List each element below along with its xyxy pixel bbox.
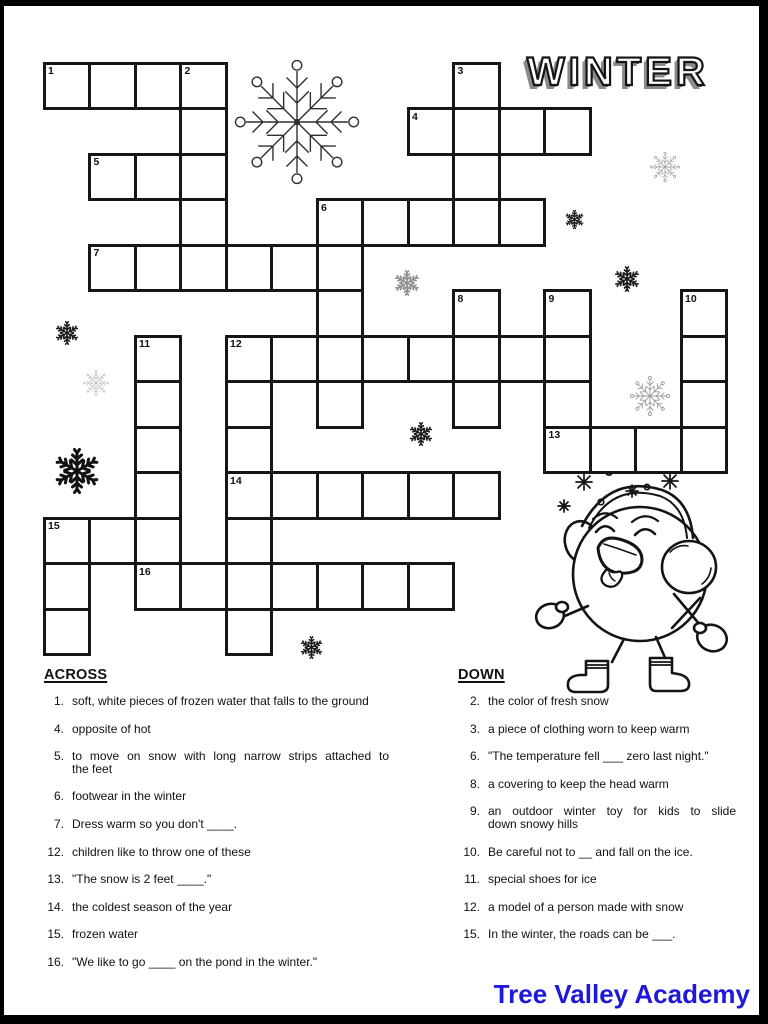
clue-text: soft, white pieces of frozen water that falls to the ground [72, 694, 369, 708]
clue-text: In the winter, the roads can be ___. [488, 927, 676, 942]
cell-number: 7 [93, 247, 100, 259]
down-heading: DOWN [458, 667, 505, 683]
clue-text: special shoes for ice [488, 872, 597, 887]
grid-cell[interactable] [270, 244, 319, 293]
clue-item [42, 695, 389, 708]
clue-number: 2. [469, 694, 480, 708]
clue-item [42, 956, 389, 969]
grid-cell[interactable] [134, 517, 183, 566]
clue-text: the color of fresh snow [488, 694, 609, 708]
grid-cell[interactable] [225, 517, 274, 566]
grid-cell[interactable] [452, 198, 501, 247]
grid-cell[interactable] [43, 562, 92, 611]
clue-item [456, 723, 736, 736]
clue-number: 7. [53, 816, 64, 831]
clue-text: Be careful not to __ and fall on the ice. [488, 844, 693, 859]
grid-cell[interactable] [361, 335, 410, 384]
clue-text: frozen water [72, 927, 139, 942]
grid-cell[interactable] [452, 153, 501, 202]
clue-text: children like to throw one of these [72, 844, 251, 859]
cell-number: 5 [93, 156, 100, 168]
cell-number: 11 [139, 338, 151, 350]
clue-text: an outdoor winter toy for kids to slide down snowy hills [488, 804, 736, 831]
clue-number: 6. [53, 789, 64, 804]
clue-text: to move on snow with long narrow strips attached to the feet [72, 749, 389, 776]
clue-text: a piece of clothing worn to keep warm [488, 721, 690, 736]
grid-cell[interactable] [361, 471, 410, 520]
down-clues-section [456, 667, 736, 956]
clue-number: 12. [47, 844, 64, 859]
grid-cell[interactable] [452, 471, 501, 520]
grid-cell[interactable] [407, 471, 456, 520]
grid-cell[interactable] [88, 62, 137, 111]
down-clue-list [456, 695, 736, 941]
grid-cell[interactable] [134, 153, 183, 202]
grid-cell[interactable] [543, 380, 592, 429]
clue-item [456, 873, 736, 886]
cell-number: 14 [230, 474, 242, 487]
cell-number: 6 [321, 201, 327, 214]
clue-text: "We like to go ____ on the pond in the winter." [72, 954, 318, 969]
grid-cell[interactable] [316, 335, 365, 384]
grid-cell[interactable] [316, 562, 365, 611]
clue-number: 4. [53, 721, 64, 736]
cell-number: 2 [184, 65, 191, 77]
clue-text: Dress warm so you don't ____. [72, 816, 238, 831]
cell-number: 16 [139, 565, 151, 578]
grid-cell[interactable] [361, 198, 410, 247]
grid-cell[interactable] [452, 335, 501, 384]
clue-item [42, 901, 389, 914]
grid-cell[interactable] [179, 244, 228, 293]
clue-text: "The temperature fell ___ zero last night." [488, 749, 709, 764]
clue-text: a model of a person made with snow [488, 899, 684, 914]
cell-number: 10 [685, 292, 697, 305]
grid-cell[interactable] [498, 107, 547, 156]
grid-cell[interactable] [225, 244, 274, 293]
grid-cell[interactable] [179, 562, 228, 611]
cell-number: 13 [548, 429, 561, 441]
clue-text: a covering to keep the head warm [488, 776, 669, 791]
clue-text: the coldest season of the year [72, 899, 233, 914]
grid-cell[interactable] [316, 244, 365, 293]
clue-item [456, 805, 736, 830]
cell-number: 4 [412, 110, 418, 123]
grid-cell[interactable] [134, 62, 183, 111]
clue-number: 16. [47, 954, 64, 969]
grid-cell[interactable] [407, 562, 456, 611]
grid-cell[interactable] [179, 153, 228, 202]
clue-item [42, 846, 389, 859]
grid-cell[interactable] [225, 426, 274, 475]
clue-number: 13. [47, 872, 64, 887]
cell-number: 8 [457, 292, 464, 305]
grid-cell[interactable] [498, 335, 547, 384]
grid-cell[interactable] [134, 380, 183, 429]
clue-item [42, 873, 389, 886]
grid-cell[interactable] [225, 608, 274, 657]
grid-cell[interactable] [134, 426, 183, 475]
grid-cell[interactable] [134, 244, 183, 293]
grid-cell[interactable] [543, 335, 592, 384]
clue-text: "The snow is 2 feet ____." [72, 872, 212, 887]
cell-number: 3 [457, 65, 464, 77]
clue-number: 12. [463, 899, 480, 914]
grid-cell[interactable] [452, 107, 501, 156]
grid-cell[interactable] [43, 608, 92, 657]
grid-cell[interactable] [680, 380, 729, 429]
grid-cell[interactable] [88, 517, 137, 566]
clue-item [456, 778, 736, 791]
grid-cell[interactable] [680, 335, 729, 384]
clue-item [42, 790, 389, 803]
grid-cell[interactable] [543, 107, 592, 156]
clue-text: footwear in the winter [72, 789, 187, 804]
clue-item [456, 901, 736, 914]
grid-cell[interactable] [179, 198, 228, 247]
grid-cell[interactable] [316, 380, 365, 429]
clue-item [456, 846, 736, 859]
cell-number: 12 [230, 338, 242, 350]
grid-cell[interactable] [634, 426, 683, 475]
grid-cell[interactable] [270, 335, 319, 384]
grid-cell[interactable] [589, 426, 638, 475]
clue-text: opposite of hot [72, 721, 151, 736]
across-clues-section [42, 667, 389, 984]
page-title: WINTER [527, 50, 709, 94]
grid-cell[interactable] [270, 562, 319, 611]
grid-cell[interactable] [225, 562, 274, 611]
clue-number: 11. [464, 872, 480, 887]
clue-item [456, 928, 736, 941]
clue-number: 10. [463, 844, 480, 859]
grid-cell[interactable] [452, 380, 501, 429]
clue-number: 15. [463, 927, 480, 942]
clue-number: 9. [469, 804, 480, 819]
clue-item [456, 695, 736, 708]
grid-cell[interactable] [407, 198, 456, 247]
clue-number: 6. [469, 749, 480, 764]
grid-cell[interactable] [407, 335, 456, 384]
grid-cell[interactable] [134, 471, 183, 520]
across-clue-list [42, 695, 389, 969]
clue-number: 14. [47, 899, 64, 914]
clue-item [456, 750, 736, 763]
clue-number: 8. [469, 776, 480, 791]
clue-item [42, 750, 389, 775]
clue-number: 5. [53, 749, 64, 764]
clue-item [42, 818, 389, 831]
brand-text: Tree Valley Academy [493, 979, 750, 1009]
grid-cell[interactable] [316, 471, 365, 520]
grid-cell[interactable] [270, 471, 319, 520]
grid-cell[interactable] [680, 426, 729, 475]
cell-number: 1 [48, 65, 54, 77]
clue-number: 3. [469, 721, 480, 736]
grid-cell[interactable] [361, 562, 410, 611]
clue-number: 15. [47, 927, 64, 942]
grid-cell[interactable] [225, 380, 274, 429]
clue-number: 1. [53, 694, 64, 708]
clue-item [42, 928, 389, 941]
grid-cell[interactable] [179, 107, 228, 156]
grid-cell[interactable] [498, 198, 547, 247]
clue-item [42, 723, 389, 736]
across-heading: ACROSS [44, 667, 108, 683]
cell-number: 15 [48, 520, 60, 532]
grid-cell[interactable] [316, 289, 365, 338]
cell-number: 9 [548, 292, 555, 305]
